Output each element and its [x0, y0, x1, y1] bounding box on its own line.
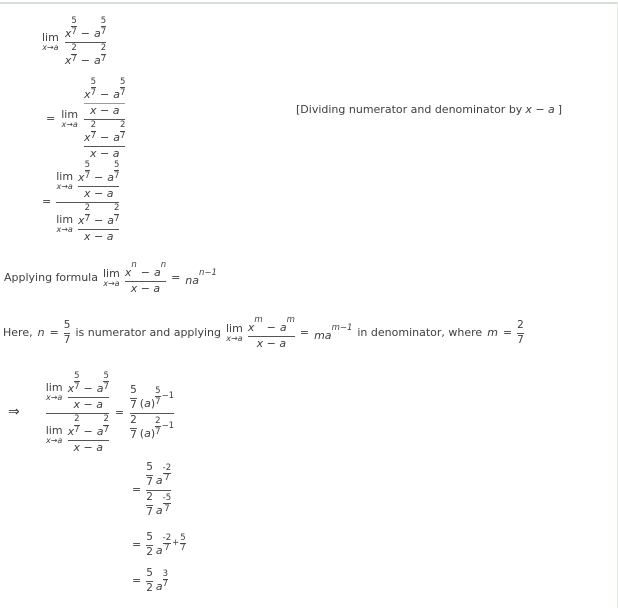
- rparen: ): [150, 426, 156, 440]
- exp-den: 7: [103, 381, 109, 392]
- x-pow-m: [248, 316, 263, 334]
- var-a: a: [155, 579, 163, 593]
- inner-numerator: [84, 121, 125, 144]
- lparen: (: [139, 426, 145, 440]
- outer-denominator: [56, 204, 119, 243]
- coef-den: 7: [146, 475, 153, 488]
- x-pow-27: [68, 415, 80, 438]
- exp-num: 5: [74, 371, 80, 381]
- a-pow-57: [97, 372, 109, 395]
- exp-num: 5: [180, 532, 186, 543]
- x-pow-57: [84, 78, 96, 101]
- rparen: ): [150, 396, 156, 410]
- coef-den: 2: [146, 581, 153, 594]
- frac-num: 2: [517, 319, 524, 332]
- exp-num: 5: [90, 77, 96, 87]
- numerator: [78, 204, 119, 227]
- exp-frac-57: [74, 372, 79, 392]
- equals-op: =: [46, 112, 56, 126]
- coef-2-7: [146, 492, 153, 518]
- exp-den: 7: [162, 579, 169, 590]
- exp-num: 5: [71, 16, 77, 26]
- exp-group: [155, 387, 174, 407]
- a-pow-neg57: [156, 494, 171, 517]
- exp-num: 2: [119, 120, 126, 131]
- exp-num: 2: [71, 43, 77, 54]
- exp-num: 2: [100, 43, 107, 54]
- var-a: a: [153, 266, 161, 279]
- plus-op: +: [172, 537, 180, 548]
- exp-frac-27: [71, 44, 76, 64]
- numerator: [248, 316, 295, 334]
- exp-m: m: [254, 315, 263, 325]
- outer-denominator: [84, 121, 125, 160]
- equals-op: =: [114, 406, 125, 420]
- note-var: x − a: [525, 103, 555, 116]
- a-pow-n: [154, 261, 166, 279]
- expr-divided-by-xma: [46, 78, 125, 160]
- var-x: x: [64, 54, 72, 68]
- limit-operator: [56, 214, 73, 234]
- x-pow-n: [125, 261, 137, 279]
- exp-frac-27: [101, 44, 106, 64]
- a-pow-57: [107, 161, 119, 184]
- lim-label: lim: [56, 212, 74, 226]
- exp-num: -2: [162, 462, 172, 473]
- x-pow-27: [84, 121, 96, 144]
- var-x: x: [78, 214, 85, 228]
- var-n: n: [37, 326, 45, 340]
- var-a: a: [96, 382, 104, 395]
- paren-a: [140, 428, 155, 440]
- coef-num: 2: [130, 414, 137, 427]
- minus-op: −: [80, 54, 90, 68]
- lim-subscript: x→a: [45, 392, 63, 402]
- minus-one: −1: [161, 390, 175, 401]
- var-x: x: [78, 171, 85, 184]
- na-pow-n-1: [185, 269, 217, 287]
- exp-num: 2: [103, 414, 109, 425]
- exp-den: 7: [180, 543, 186, 554]
- equals-op: =: [42, 195, 52, 209]
- lim-label: lim: [61, 108, 79, 122]
- a-pow-27: [97, 415, 109, 438]
- bracket-note: [296, 104, 562, 116]
- paren-a: [140, 398, 155, 410]
- x-minus-a: x − a: [73, 441, 103, 455]
- fraction: [65, 17, 106, 67]
- fraction: [68, 415, 109, 454]
- var-a: a: [155, 543, 163, 557]
- fraction: [78, 161, 119, 200]
- here-text: Here,: [3, 326, 33, 340]
- exp-num: -5: [162, 492, 172, 503]
- exp-frac-neg27: [163, 464, 171, 484]
- exp-frac-57: [155, 387, 160, 407]
- exp-frac-57: [71, 17, 76, 37]
- limit-operator: [56, 171, 73, 191]
- expr-limit-ratio: [42, 161, 119, 243]
- denominator: [130, 415, 174, 441]
- exp-frac-57: [101, 17, 106, 37]
- limits-ratio-fraction: [46, 372, 109, 454]
- coef-den: 7: [146, 505, 153, 518]
- numerator: [146, 462, 171, 488]
- lim-label: lim: [226, 322, 243, 336]
- minus-op: −: [93, 171, 104, 184]
- coef-2-7: [130, 415, 137, 441]
- limit-operator: [103, 268, 120, 288]
- frac-den: 7: [517, 333, 524, 346]
- var-a: a: [93, 27, 101, 40]
- outer-denominator: [46, 415, 109, 454]
- exp-frac-57: [85, 161, 90, 181]
- x-minus-a: x − a: [256, 337, 287, 351]
- frac-num: 5: [63, 319, 71, 332]
- exp-num: 5: [119, 77, 126, 87]
- var-x: x: [124, 266, 132, 279]
- lim-subscript: x→a: [226, 334, 243, 344]
- x-minus-a: x − a: [89, 104, 120, 118]
- minus-op: −: [140, 266, 150, 279]
- var-x: x: [247, 321, 255, 334]
- exp-den: 7: [155, 396, 161, 407]
- exp-group: [155, 417, 174, 437]
- numerator: [125, 261, 166, 279]
- equals-op: =: [502, 326, 513, 340]
- coef-5-2: [146, 568, 153, 594]
- limit-operator: [46, 425, 63, 445]
- a-pow-neg27: [156, 464, 171, 487]
- exp-den: 7: [113, 170, 120, 181]
- in-denominator-text: in denominator, where: [357, 326, 483, 340]
- exp-n: n: [160, 260, 167, 270]
- lim-label: lim: [102, 267, 120, 281]
- exp-frac-neg27: [163, 534, 171, 554]
- coef-5-7: [130, 385, 137, 411]
- a-pow-57: [94, 17, 106, 40]
- exp-frac-57: [114, 161, 119, 181]
- var-a: a: [155, 503, 163, 517]
- var-x: x: [64, 27, 72, 40]
- minus-op: −: [93, 214, 104, 228]
- exp-den: 7: [164, 503, 170, 514]
- exp-frac-27: [91, 121, 96, 141]
- expr-step-c: [132, 568, 168, 594]
- equals-op: =: [299, 326, 310, 340]
- exp-num: 2: [113, 203, 120, 214]
- exp-den: 7: [84, 170, 90, 181]
- x-pow-57: [78, 161, 90, 184]
- a-pow-27: [113, 121, 125, 144]
- lim-label: lim: [45, 380, 63, 394]
- line-applying-formula: [4, 261, 217, 295]
- var-a: a: [144, 426, 151, 440]
- exp-frac-57: [91, 78, 96, 98]
- var-na: na: [185, 274, 200, 288]
- minus-op: −: [99, 88, 110, 101]
- exp-den: 7: [164, 543, 170, 554]
- x-pow-27: [78, 204, 90, 227]
- a-pow-37: [156, 570, 168, 593]
- exp-frac-27: [114, 204, 119, 224]
- var-x: x: [67, 425, 75, 439]
- x-minus-a: x − a: [83, 230, 114, 244]
- x-pow-27: [65, 44, 77, 67]
- coef-num: 5: [146, 531, 153, 543]
- coef-den: 7: [130, 398, 137, 411]
- var-a: a: [113, 88, 120, 101]
- minus-op: −: [80, 27, 90, 40]
- var-a: a: [107, 171, 114, 184]
- exp-frac-57: [103, 372, 108, 392]
- exp-num: 2: [90, 120, 96, 131]
- exp-den: 7: [100, 26, 107, 37]
- denominator: [146, 492, 171, 518]
- limit-operator: [226, 323, 243, 343]
- exp-num: 5: [100, 16, 107, 26]
- a-pow-m: [280, 316, 295, 334]
- minus-op: −: [266, 321, 276, 334]
- coef-num: 5: [146, 567, 153, 579]
- fraction: [78, 204, 119, 243]
- lim-subscript: x→a: [56, 224, 73, 234]
- denominator: [65, 44, 106, 67]
- paren-a-pow-57-1: [140, 387, 174, 410]
- lim-subscript: x→a: [42, 43, 59, 53]
- frac-den: 7: [63, 333, 71, 346]
- equals-op: =: [132, 574, 142, 587]
- lim-label: lim: [56, 169, 74, 183]
- equals-op: =: [171, 271, 181, 285]
- var-a: a: [113, 131, 120, 145]
- fraction: [248, 316, 295, 350]
- exp-num: 5: [155, 385, 161, 396]
- var-a: a: [107, 214, 114, 228]
- implies-arrow: ⇒: [8, 404, 20, 421]
- outer-numerator: [56, 161, 119, 200]
- var-a: a: [155, 473, 163, 487]
- result-fraction: [130, 385, 174, 441]
- limit-operator: [46, 382, 63, 402]
- exp-num: 5: [84, 160, 90, 170]
- exp-den: 7: [100, 54, 107, 65]
- exp-n: n: [131, 260, 137, 270]
- numerator: [65, 17, 106, 40]
- exp-den: 7: [74, 381, 80, 392]
- ma-pow-m-1: [314, 324, 352, 342]
- outer-numerator: [46, 372, 109, 411]
- is-numerator-text: is numerator and applying: [75, 326, 221, 340]
- a-pow-57: [113, 78, 125, 101]
- numerator: [130, 385, 174, 411]
- lim-label: lim: [45, 423, 63, 437]
- coef-5-2: [146, 532, 153, 558]
- frac-5-7: [64, 320, 71, 346]
- lim-label: lim: [42, 31, 59, 45]
- applying-text: Applying formula: [4, 271, 98, 285]
- exp-frac-27: [120, 121, 125, 141]
- exp-m: m: [286, 315, 295, 325]
- x-minus-a: x − a: [73, 398, 103, 412]
- exp-num: 2: [74, 414, 80, 425]
- exp-den: 7: [119, 131, 126, 142]
- var-m: m: [487, 326, 498, 340]
- fraction: [125, 261, 166, 295]
- exp-den: 7: [113, 214, 120, 225]
- minus-op: −: [99, 131, 110, 145]
- lparen: (: [139, 396, 145, 410]
- exp-group: [163, 534, 186, 554]
- exp-frac-27: [74, 415, 79, 435]
- numerator: [68, 372, 109, 395]
- a-pow-sum: [156, 534, 186, 557]
- exp-den: 7: [84, 214, 90, 225]
- var-a: a: [96, 425, 104, 439]
- exp-num: 2: [155, 415, 161, 426]
- minus-op: −: [83, 382, 93, 395]
- outer-fraction: [56, 161, 119, 243]
- equals-op: =: [132, 538, 142, 551]
- exp-num: 2: [84, 203, 90, 214]
- exp-den: 7: [164, 473, 170, 484]
- exp-den: 7: [119, 87, 126, 98]
- lim-subscript: x→a: [103, 279, 120, 289]
- paren-a-pow-27-1: [140, 417, 174, 440]
- exp-m-1: m−1: [331, 323, 353, 334]
- exp-den: 7: [90, 131, 96, 142]
- exp-den: 7: [71, 54, 77, 65]
- lim-subscript: x→a: [56, 181, 73, 191]
- coef-den: 7: [130, 428, 137, 441]
- coef-5-7: [146, 462, 153, 488]
- exp-den: 7: [74, 425, 80, 436]
- equals-op: =: [49, 326, 59, 340]
- outer-fraction: [84, 78, 125, 160]
- var-a: a: [93, 54, 101, 68]
- minus-op: −: [83, 425, 93, 439]
- a-pow-27: [94, 44, 106, 67]
- note-text: [Dividing numerator and denominator by: [296, 103, 523, 116]
- limit-operator: [42, 32, 59, 52]
- coef-num: 2: [146, 491, 153, 504]
- minus-one: −1: [161, 420, 175, 431]
- lim-subscript: x→a: [61, 120, 78, 130]
- expr-step-b: [132, 532, 186, 558]
- x-minus-a: x − a: [89, 147, 120, 161]
- frac-2-7: [517, 320, 524, 346]
- exp-den: 7: [90, 87, 96, 98]
- expr-implies: [8, 372, 174, 454]
- numerator: [78, 161, 119, 184]
- var-a: a: [144, 396, 151, 410]
- exp-num: -2: [162, 532, 172, 543]
- exp-frac-neg57: [163, 494, 171, 514]
- exp-frac-37: [163, 570, 168, 590]
- var-x: x: [84, 88, 91, 101]
- line-here-n: [3, 316, 524, 350]
- var-a: a: [279, 321, 287, 334]
- exp-den: 7: [71, 26, 77, 37]
- expr-step-a: [132, 462, 171, 518]
- equals-op: =: [132, 483, 142, 497]
- exp-frac-27: [103, 415, 108, 435]
- outer-numerator: [84, 78, 125, 117]
- expr-limit-original: [42, 17, 106, 67]
- lim-subscript: x→a: [45, 435, 63, 445]
- exp-num: 5: [113, 160, 120, 170]
- var-x: x: [67, 382, 75, 395]
- coef-den: 2: [146, 545, 153, 558]
- top-rule: [0, 2, 618, 4]
- var-ma: ma: [314, 329, 332, 343]
- exp-frac-57: [120, 78, 125, 98]
- exp-n-1: n−1: [199, 268, 217, 279]
- x-pow-57: [65, 17, 77, 40]
- x-minus-a: x − a: [130, 282, 161, 296]
- exp-num: 3: [162, 568, 169, 579]
- x-minus-a: x − a: [83, 187, 114, 201]
- numerator: [68, 415, 109, 438]
- exp-frac-27: [85, 204, 90, 224]
- exp-den: 7: [103, 425, 109, 436]
- coef-num: 5: [130, 384, 137, 397]
- coef-num: 5: [146, 461, 153, 473]
- limit-operator: [61, 109, 78, 129]
- x-pow-57: [68, 372, 80, 395]
- var-x: x: [84, 131, 91, 145]
- inner-numerator: [84, 78, 125, 101]
- fraction: [146, 462, 171, 518]
- fraction: [68, 372, 109, 411]
- exp-frac-57: [180, 534, 185, 554]
- exp-frac-27: [155, 417, 160, 437]
- a-pow-27: [107, 204, 119, 227]
- exp-num: 5: [103, 371, 109, 381]
- exp-den: 7: [155, 426, 161, 437]
- note-close: ]: [557, 103, 563, 116]
